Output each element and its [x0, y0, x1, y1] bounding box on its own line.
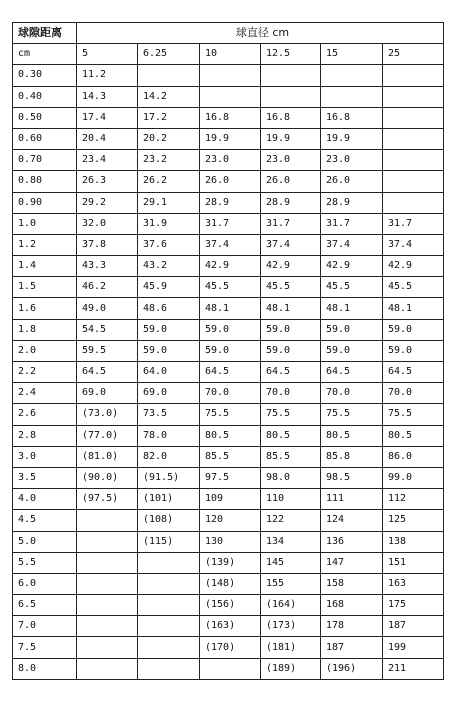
table-row — [13, 362, 444, 383]
voltage-cell: (164) — [261, 595, 321, 616]
voltage-cell: (170) — [200, 637, 261, 658]
voltage-cell: 29.1 — [138, 192, 200, 213]
voltage-cell: 46.2 — [77, 277, 138, 298]
table-row — [13, 128, 444, 149]
voltage-cell: 111 — [321, 489, 383, 510]
gap-cell: 2.8 — [13, 425, 77, 446]
gap-cell: 2.2 — [13, 362, 77, 383]
voltage-cell: 125 — [383, 510, 444, 531]
voltage-cell: 70.0 — [200, 383, 261, 404]
voltage-cell: (156) — [200, 595, 261, 616]
voltage-cell — [261, 65, 321, 86]
voltage-cell: 26.3 — [77, 171, 138, 192]
voltage-cell: 178 — [321, 616, 383, 637]
voltage-cell: 20.4 — [77, 128, 138, 149]
gap-cell: 0.30 — [13, 65, 77, 86]
gap-cell: 5.0 — [13, 531, 77, 552]
voltage-cell: 78.0 — [138, 425, 200, 446]
voltage-cell: 59.5 — [77, 340, 138, 361]
voltage-cell: 134 — [261, 531, 321, 552]
table-row — [13, 277, 444, 298]
voltage-cell: 59.0 — [383, 319, 444, 340]
voltage-cell: 42.9 — [200, 256, 261, 277]
voltage-cell: 48.6 — [138, 298, 200, 319]
diameter-header: 25 — [383, 44, 444, 65]
voltage-cell: 23.2 — [138, 150, 200, 171]
table-row — [13, 65, 444, 86]
voltage-cell: 19.9 — [261, 128, 321, 149]
voltage-cell: 42.9 — [383, 256, 444, 277]
gap-cell: 6.5 — [13, 595, 77, 616]
gap-cell: 1.0 — [13, 213, 77, 234]
voltage-cell: 45.5 — [383, 277, 444, 298]
voltage-cell: 75.5 — [200, 404, 261, 425]
voltage-cell: 85.5 — [261, 446, 321, 467]
voltage-cell: 19.9 — [200, 128, 261, 149]
voltage-cell: 59.0 — [261, 340, 321, 361]
voltage-cell: (97.5) — [77, 489, 138, 510]
voltage-cell: 37.6 — [138, 234, 200, 255]
table-row — [13, 150, 444, 171]
gap-cell: 3.0 — [13, 446, 77, 467]
voltage-cell: (189) — [261, 658, 321, 679]
voltage-cell — [77, 595, 138, 616]
diameter-header: 5 — [77, 44, 138, 65]
gap-cell: 0.90 — [13, 192, 77, 213]
voltage-cell: (181) — [261, 637, 321, 658]
voltage-cell — [138, 616, 200, 637]
voltage-cell: 31.7 — [200, 213, 261, 234]
voltage-cell: 64.5 — [77, 362, 138, 383]
table-row — [13, 467, 444, 488]
table-row — [13, 658, 444, 679]
voltage-cell — [77, 658, 138, 679]
voltage-cell: 163 — [383, 573, 444, 594]
voltage-cell: (148) — [200, 573, 261, 594]
table-row — [13, 531, 444, 552]
voltage-cell: 37.4 — [261, 234, 321, 255]
header-row-2 — [13, 44, 444, 65]
voltage-cell: 31.7 — [383, 213, 444, 234]
voltage-cell: 187 — [321, 637, 383, 658]
table-row — [13, 86, 444, 107]
voltage-cell: 64.5 — [261, 362, 321, 383]
table-row — [13, 595, 444, 616]
voltage-cell: 130 — [200, 531, 261, 552]
voltage-cell: 28.9 — [200, 192, 261, 213]
table-row — [13, 234, 444, 255]
voltage-cell: (81.0) — [77, 446, 138, 467]
table-row — [13, 510, 444, 531]
table-row — [13, 637, 444, 658]
voltage-cell: (77.0) — [77, 425, 138, 446]
voltage-cell: (196) — [321, 658, 383, 679]
diameter-header: 15 — [321, 44, 383, 65]
voltage-cell: (101) — [138, 489, 200, 510]
voltage-cell: 26.0 — [321, 171, 383, 192]
voltage-cell: 75.5 — [383, 404, 444, 425]
gap-cell: 2.4 — [13, 383, 77, 404]
voltage-cell: 16.8 — [200, 107, 261, 128]
voltage-cell: (90.0) — [77, 467, 138, 488]
voltage-cell: 80.5 — [383, 425, 444, 446]
voltage-cell — [77, 637, 138, 658]
voltage-cell: 11.2 — [77, 65, 138, 86]
voltage-cell: 45.5 — [200, 277, 261, 298]
voltage-cell — [138, 573, 200, 594]
voltage-cell — [383, 107, 444, 128]
voltage-cell — [77, 531, 138, 552]
voltage-cell: 147 — [321, 552, 383, 573]
voltage-cell: 48.1 — [321, 298, 383, 319]
voltage-cell: 70.0 — [321, 383, 383, 404]
gap-cell: 0.40 — [13, 86, 77, 107]
voltage-cell: 187 — [383, 616, 444, 637]
voltage-cell: 145 — [261, 552, 321, 573]
gap-cell: 1.4 — [13, 256, 77, 277]
table-row — [13, 383, 444, 404]
voltage-cell: 151 — [383, 552, 444, 573]
voltage-cell: 43.3 — [77, 256, 138, 277]
voltage-cell: 17.2 — [138, 107, 200, 128]
table-row — [13, 425, 444, 446]
voltage-cell: 37.8 — [77, 234, 138, 255]
gap-cell: 0.70 — [13, 150, 77, 171]
voltage-cell: 37.4 — [200, 234, 261, 255]
table-row — [13, 573, 444, 594]
table-row — [13, 192, 444, 213]
voltage-cell — [77, 510, 138, 531]
voltage-cell — [138, 637, 200, 658]
voltage-cell: 14.3 — [77, 86, 138, 107]
voltage-cell: 168 — [321, 595, 383, 616]
gap-cell: 2.0 — [13, 340, 77, 361]
gap-cell: 0.50 — [13, 107, 77, 128]
voltage-cell: 97.5 — [200, 467, 261, 488]
voltage-cell: (163) — [200, 616, 261, 637]
voltage-cell: 54.5 — [77, 319, 138, 340]
voltage-cell: 136 — [321, 531, 383, 552]
gap-cell: 8.0 — [13, 658, 77, 679]
table-row — [13, 552, 444, 573]
voltage-cell — [383, 171, 444, 192]
unit-label: cm — [13, 44, 77, 65]
voltage-cell: 16.8 — [321, 107, 383, 128]
gap-cell: 6.0 — [13, 573, 77, 594]
voltage-cell — [383, 65, 444, 86]
voltage-cell — [383, 192, 444, 213]
voltage-cell: 59.0 — [138, 319, 200, 340]
voltage-cell: 23.0 — [321, 150, 383, 171]
voltage-cell: 48.1 — [383, 298, 444, 319]
voltage-cell: 110 — [261, 489, 321, 510]
voltage-cell: 37.4 — [383, 234, 444, 255]
table-row — [13, 446, 444, 467]
voltage-cell: 49.0 — [77, 298, 138, 319]
voltage-cell: 59.0 — [383, 340, 444, 361]
table-row — [13, 298, 444, 319]
voltage-cell: 175 — [383, 595, 444, 616]
voltage-cell: 42.9 — [321, 256, 383, 277]
voltage-cell — [138, 65, 200, 86]
voltage-cell: 64.5 — [200, 362, 261, 383]
voltage-cell: 70.0 — [383, 383, 444, 404]
voltage-cell: 37.4 — [321, 234, 383, 255]
voltage-cell: (73.0) — [77, 404, 138, 425]
voltage-cell: 28.9 — [321, 192, 383, 213]
voltage-cell — [321, 86, 383, 107]
table-row — [13, 107, 444, 128]
voltage-cell: 138 — [383, 531, 444, 552]
voltage-cell — [321, 65, 383, 86]
voltage-cell: 85.5 — [200, 446, 261, 467]
table-row — [13, 171, 444, 192]
voltage-cell: 26.2 — [138, 171, 200, 192]
voltage-cell: (139) — [200, 552, 261, 573]
voltage-cell: 73.5 — [138, 404, 200, 425]
voltage-cell: 26.0 — [200, 171, 261, 192]
gap-cell: 7.0 — [13, 616, 77, 637]
voltage-cell: (108) — [138, 510, 200, 531]
voltage-cell: 19.9 — [321, 128, 383, 149]
diameter-span-header: 球直径 cm — [77, 23, 444, 44]
header-row-1 — [13, 23, 444, 44]
voltage-cell: 23.4 — [77, 150, 138, 171]
voltage-cell: 199 — [383, 637, 444, 658]
voltage-cell: 98.0 — [261, 467, 321, 488]
table-row — [13, 213, 444, 234]
voltage-cell: 64.5 — [383, 362, 444, 383]
voltage-cell: 69.0 — [138, 383, 200, 404]
gap-cell: 1.8 — [13, 319, 77, 340]
voltage-cell: 109 — [200, 489, 261, 510]
voltage-cell: 23.0 — [200, 150, 261, 171]
voltage-cell: 158 — [321, 573, 383, 594]
table-body — [13, 23, 444, 680]
voltage-cell — [77, 573, 138, 594]
gap-cell: 2.6 — [13, 404, 77, 425]
voltage-cell: 82.0 — [138, 446, 200, 467]
gap-cell: 0.60 — [13, 128, 77, 149]
voltage-cell: 64.5 — [321, 362, 383, 383]
voltage-cell: 45.5 — [261, 277, 321, 298]
table-row — [13, 489, 444, 510]
voltage-cell: (91.5) — [138, 467, 200, 488]
diameter-header: 6.25 — [138, 44, 200, 65]
voltage-cell: 80.5 — [321, 425, 383, 446]
voltage-cell: 45.5 — [321, 277, 383, 298]
voltage-cell: 120 — [200, 510, 261, 531]
voltage-cell — [77, 552, 138, 573]
gap-cell: 4.5 — [13, 510, 77, 531]
voltage-cell: 31.7 — [321, 213, 383, 234]
voltage-cell — [200, 658, 261, 679]
voltage-cell: 45.9 — [138, 277, 200, 298]
table-row — [13, 256, 444, 277]
gap-cell: 1.2 — [13, 234, 77, 255]
gap-cell: 7.5 — [13, 637, 77, 658]
voltage-cell — [77, 616, 138, 637]
table-row — [13, 404, 444, 425]
table-row — [13, 319, 444, 340]
voltage-cell: 155 — [261, 573, 321, 594]
voltage-cell: 16.8 — [261, 107, 321, 128]
voltage-cell: 31.9 — [138, 213, 200, 234]
gap-cell: 3.5 — [13, 467, 77, 488]
voltage-cell: 43.2 — [138, 256, 200, 277]
voltage-cell: 48.1 — [261, 298, 321, 319]
voltage-cell — [261, 86, 321, 107]
diameter-header: 12.5 — [261, 44, 321, 65]
voltage-cell: 20.2 — [138, 128, 200, 149]
voltage-cell — [200, 65, 261, 86]
voltage-cell: 59.0 — [321, 340, 383, 361]
voltage-cell: (115) — [138, 531, 200, 552]
voltage-cell: 59.0 — [138, 340, 200, 361]
voltage-cell: 80.5 — [261, 425, 321, 446]
voltage-cell: 75.5 — [261, 404, 321, 425]
voltage-cell: 26.0 — [261, 171, 321, 192]
sphere-gap-table — [12, 22, 444, 680]
voltage-cell — [138, 552, 200, 573]
voltage-cell: 211 — [383, 658, 444, 679]
voltage-cell: 59.0 — [200, 319, 261, 340]
voltage-cell: 112 — [383, 489, 444, 510]
voltage-cell — [383, 128, 444, 149]
voltage-cell — [383, 150, 444, 171]
voltage-cell: 98.5 — [321, 467, 383, 488]
voltage-cell: 122 — [261, 510, 321, 531]
voltage-cell — [200, 86, 261, 107]
voltage-cell: 42.9 — [261, 256, 321, 277]
voltage-cell: 32.0 — [77, 213, 138, 234]
voltage-cell: 59.0 — [200, 340, 261, 361]
voltage-cell: 99.0 — [383, 467, 444, 488]
voltage-cell: 59.0 — [261, 319, 321, 340]
voltage-cell: 48.1 — [200, 298, 261, 319]
table-row — [13, 340, 444, 361]
voltage-cell: 29.2 — [77, 192, 138, 213]
voltage-cell: 59.0 — [321, 319, 383, 340]
voltage-cell: 31.7 — [261, 213, 321, 234]
gap-cell: 0.80 — [13, 171, 77, 192]
voltage-cell: 70.0 — [261, 383, 321, 404]
voltage-cell — [138, 595, 200, 616]
gap-cell: 5.5 — [13, 552, 77, 573]
voltage-cell: 23.0 — [261, 150, 321, 171]
voltage-cell: 124 — [321, 510, 383, 531]
voltage-cell: (173) — [261, 616, 321, 637]
voltage-cell: 28.9 — [261, 192, 321, 213]
voltage-cell: 85.8 — [321, 446, 383, 467]
gap-cell: 4.0 — [13, 489, 77, 510]
voltage-cell — [383, 86, 444, 107]
voltage-cell: 14.2 — [138, 86, 200, 107]
gap-cell: 1.5 — [13, 277, 77, 298]
diameter-header: 10 — [200, 44, 261, 65]
voltage-cell — [138, 658, 200, 679]
voltage-cell: 80.5 — [200, 425, 261, 446]
voltage-cell: 86.0 — [383, 446, 444, 467]
voltage-cell: 75.5 — [321, 404, 383, 425]
gap-cell: 1.6 — [13, 298, 77, 319]
voltage-cell: 64.0 — [138, 362, 200, 383]
voltage-cell: 69.0 — [77, 383, 138, 404]
table-row — [13, 616, 444, 637]
corner-label: 球隙距离 — [13, 23, 77, 44]
voltage-cell: 17.4 — [77, 107, 138, 128]
